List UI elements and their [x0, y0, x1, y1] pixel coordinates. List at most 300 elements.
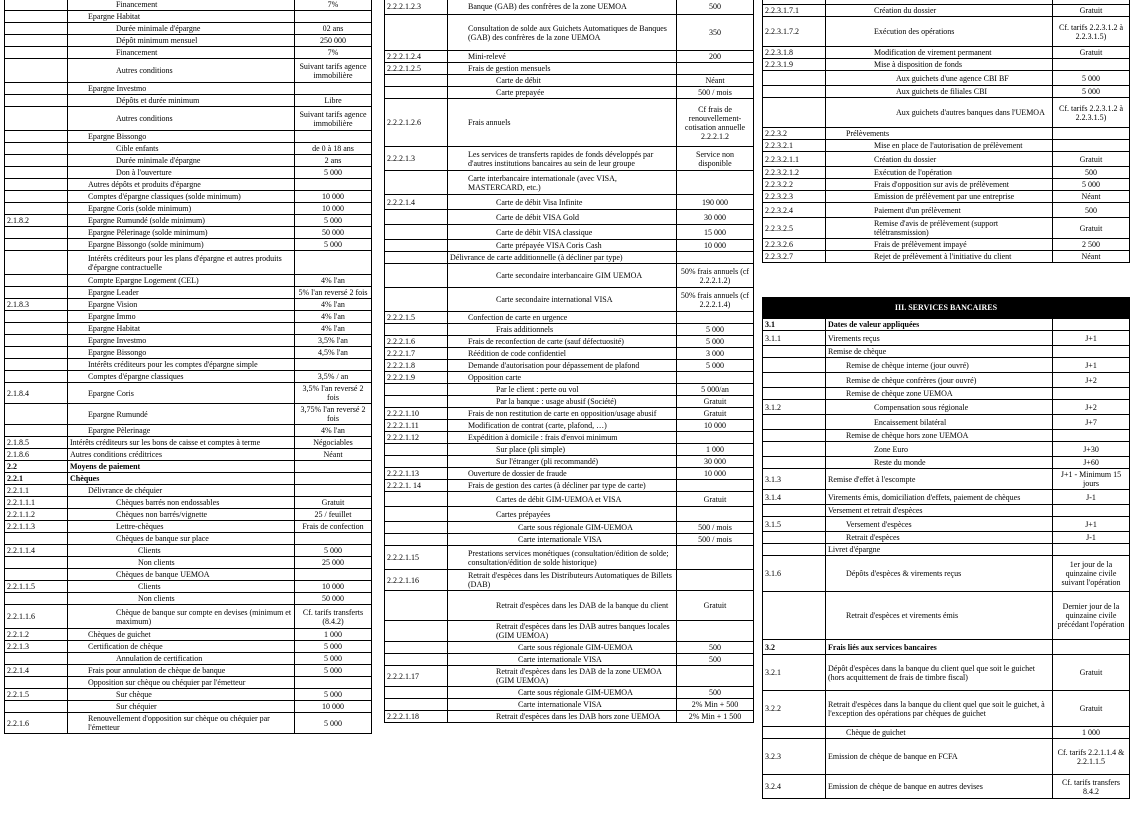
row-code: 2.2.3.2.5 [763, 218, 826, 239]
table-row [763, 505, 1130, 517]
row-code [763, 442, 826, 457]
row-code [5, 167, 68, 179]
row-value: 5 000 [1053, 86, 1130, 98]
table-row [385, 591, 754, 621]
table-row [763, 191, 1130, 203]
row-value: 10 000 [677, 420, 754, 432]
row-code [763, 71, 826, 86]
row-value: J-1 [1053, 532, 1130, 544]
table-row [385, 621, 754, 642]
row-label: Exécution de l'opération [826, 167, 1053, 179]
row-value: Frais de confection [295, 521, 372, 533]
row-label: Livret d'épargne [826, 544, 1053, 556]
row-label: Création du dossier [826, 5, 1053, 17]
table-row [385, 687, 754, 699]
row-code [385, 384, 448, 396]
row-value: 2 ans [295, 155, 372, 167]
row-code [5, 95, 68, 107]
table-row [763, 167, 1130, 179]
row-value: Service non disponible [677, 147, 754, 171]
row-label: Remise d'effet à l'escompte [826, 469, 1053, 490]
row-value [1053, 640, 1130, 655]
row-value: Cf. tarifs 2.2.3.1.2 à 2.2.3.1.5) [1053, 17, 1130, 47]
row-value: J+1 - Minimum 15 jours [1053, 469, 1130, 490]
row-code: 2.2.1.2 [5, 629, 68, 641]
table-row [385, 456, 754, 468]
row-value [1053, 59, 1130, 71]
row-value [1053, 505, 1130, 517]
table-row [763, 739, 1130, 775]
row-label: Retrait d'espèces dans les DAB hors zone UEMOA [448, 711, 677, 723]
table-row [5, 179, 372, 191]
row-value: 4% l'an [295, 323, 372, 335]
row-value [677, 570, 754, 591]
row-value: Néant [1053, 191, 1130, 203]
table-row [5, 95, 372, 107]
table-row [763, 457, 1130, 469]
row-code [763, 430, 826, 442]
row-value: Néant [1053, 251, 1130, 263]
row-code [5, 533, 68, 545]
row-code: 2.2.1.1 [5, 485, 68, 497]
row-value: J+30 [1053, 442, 1130, 457]
table-row [385, 195, 754, 210]
row-code: 2.1.8.4 [5, 383, 68, 404]
table-row [763, 388, 1130, 400]
row-label: Carte internationale VISA [448, 534, 677, 546]
row-code [385, 621, 448, 642]
row-value [677, 171, 754, 195]
row-code [5, 83, 68, 95]
row-code [5, 227, 68, 239]
row-code [5, 59, 68, 83]
row-label: Par la banque : usage abusif (Société) [448, 396, 677, 408]
row-label: Frais de prélèvement impayé [826, 239, 1053, 251]
table-row [5, 275, 372, 287]
row-value: 3,5% l'an [295, 335, 372, 347]
row-code: 2.2.3.2.6 [763, 239, 826, 251]
table-row [763, 218, 1130, 239]
row-code: 2.2.3.2 [763, 128, 826, 140]
row-value: 25 000 [295, 557, 372, 569]
row-value: Gratuit [1053, 218, 1130, 239]
row-code [763, 544, 826, 556]
table-row [385, 570, 754, 591]
row-code [5, 0, 68, 11]
row-label: Mise à disposition de fonds [826, 59, 1053, 71]
table-row [763, 400, 1130, 415]
table-row [763, 775, 1130, 799]
services-bancaires-section [762, 297, 1130, 799]
row-label: Clients [68, 545, 295, 557]
row-value: J+1 [1053, 517, 1130, 532]
row-value: 15 000 [677, 225, 754, 240]
row-value: 5 000 [295, 239, 372, 251]
row-code [5, 275, 68, 287]
row-label: Compte Epargne Logement (CEL) [68, 275, 295, 287]
row-label: Carte sous régionale GIM-UEMOA [448, 642, 677, 654]
table-row [5, 521, 372, 533]
row-value: Gratuit [677, 396, 754, 408]
row-label: Sur chèque [68, 689, 295, 701]
row-label: Frais de non restitution de carte en opposition/usage abusif [448, 408, 677, 420]
table-row [763, 17, 1130, 47]
row-value: 1 000 [677, 444, 754, 456]
row-code: 2.2 [5, 461, 68, 473]
row-label: Autres conditions créditrices [68, 449, 295, 461]
row-code: 3.1.4 [763, 490, 826, 505]
row-label: Intérêts créditeurs pour les comptes d'épargne simple [68, 359, 295, 371]
row-label: Clients [68, 581, 295, 593]
row-value [1053, 346, 1130, 358]
row-label: Remise de chèque zone UEMOA [826, 388, 1053, 400]
row-value: 5 000 [295, 167, 372, 179]
row-value: 5 000 [295, 653, 372, 665]
row-value [1053, 319, 1130, 331]
row-value: 4,5% l'an [295, 347, 372, 359]
row-value [677, 312, 754, 324]
table-row [385, 240, 754, 252]
row-label: Sur l'étranger (pli recommandé) [448, 456, 677, 468]
table-row [763, 442, 1130, 457]
row-label: Retrait d'espèces dans les Distributeurs Automatiques de Billets (DAB) [448, 570, 677, 591]
tariff-table-right [762, 0, 1130, 263]
row-code: 2.2.1.1.3 [5, 521, 68, 533]
table-row [5, 449, 372, 461]
row-label: Annulation de certification [68, 653, 295, 665]
row-code [763, 388, 826, 400]
table-row [5, 347, 372, 359]
row-code: 3.2.1 [763, 655, 826, 691]
row-label: Remise d'avis de prélèvement (support télétransmission) [826, 218, 1053, 239]
table-row [763, 346, 1130, 358]
row-label: Autres conditions [68, 59, 295, 83]
table-row [763, 691, 1130, 727]
row-value: Gratuit [1053, 655, 1130, 691]
row-label: Modification de virement permanent [826, 47, 1053, 59]
table-row [5, 485, 372, 497]
table-row [5, 425, 372, 437]
row-value: J-1 [1053, 490, 1130, 505]
row-code [385, 522, 448, 534]
row-label: Epargne Investmo [68, 335, 295, 347]
row-code: 2.2.2.1.2.3 [385, 0, 448, 15]
row-value: 10 000 [677, 468, 754, 480]
row-code [5, 371, 68, 383]
row-value: 4% l'an [295, 299, 372, 311]
table-row [5, 557, 372, 569]
table-row [5, 701, 372, 713]
row-value: 7% [295, 0, 372, 11]
table-row [763, 5, 1130, 17]
row-code: 2.2.3.1.7.2 [763, 17, 826, 47]
row-code: 3.1.2 [763, 400, 826, 415]
table-row [385, 534, 754, 546]
row-value: J+1 [1053, 331, 1130, 346]
table-row [385, 225, 754, 240]
row-value: Cf. tarifs 2.2.3.1.2 à 2.2.3.1.5) [1053, 98, 1130, 128]
row-label: Intérêts créditeurs sur les bons de caisse et comptes à terme [68, 437, 295, 449]
row-code [5, 179, 68, 191]
row-label: Mini-relevé [448, 51, 677, 63]
row-value: 3 000 [677, 348, 754, 360]
table-row [5, 473, 372, 485]
row-code: 2.2.3.1.9 [763, 59, 826, 71]
row-code: 2.2.1.3 [5, 641, 68, 653]
row-code [763, 532, 826, 544]
row-code: 2.2.3.2.1.1 [763, 152, 826, 167]
row-label: Opposition carte [448, 372, 677, 384]
table-row [763, 517, 1130, 532]
row-code [5, 653, 68, 665]
table-row [385, 546, 754, 570]
row-label: Chèques de guichet [68, 629, 295, 641]
table-row [5, 311, 372, 323]
table-row [5, 461, 372, 473]
row-code: 2.2.2.1.5 [385, 312, 448, 324]
row-value: 5 000 [295, 215, 372, 227]
row-value: Suivant tarifs agence immobilière [295, 107, 372, 131]
row-code [5, 239, 68, 251]
row-label: Carte de débit VISA Gold [448, 210, 677, 225]
row-label: Retrait d'espèces dans les DAB de la zone UEMOA (GIM UEMOA) [448, 666, 677, 687]
row-label: Consultation de solde aux Guichets Automatiques de Banques (GAB) des confrères de la zone UEMOA [448, 15, 677, 51]
row-label: Retrait d'espèces et virements émis [826, 592, 1053, 640]
table-row [385, 432, 754, 444]
row-code: 2.2.1.1.1 [5, 497, 68, 509]
row-label: Carte prépayée VISA Coris Cash [448, 240, 677, 252]
row-label: Renouvellement d'opposition sur chèque ou chéquier par l'émetteur [68, 713, 295, 734]
table-row [5, 203, 372, 215]
row-value: 2% Min + 500 [677, 699, 754, 711]
table-row [5, 653, 372, 665]
row-code [5, 323, 68, 335]
row-code: 2.2.1 [5, 473, 68, 485]
row-code: 3.1 [763, 319, 826, 331]
row-value: 500 / mois [677, 87, 754, 99]
table-row [385, 492, 754, 507]
table-row [5, 629, 372, 641]
table-row [5, 569, 372, 581]
row-value: 500 [677, 642, 754, 654]
row-code: 2.2.2.1.4 [385, 195, 448, 210]
row-code [5, 347, 68, 359]
row-code [385, 240, 448, 252]
row-label: Non clients [68, 557, 295, 569]
row-label: Sur chéquier [68, 701, 295, 713]
row-label: Virements reçus [826, 331, 1053, 346]
table-row [5, 131, 372, 143]
row-code: 2.2.1.5 [5, 689, 68, 701]
table-row [5, 323, 372, 335]
row-label: Exécution des opérations [826, 17, 1053, 47]
table-row [763, 556, 1130, 592]
row-label: Chèque de guichet [826, 727, 1053, 739]
table-row [763, 140, 1130, 152]
row-code [385, 252, 448, 264]
row-code: 2.2.2.1.3 [385, 147, 448, 171]
row-label: Ouverture de dossier de fraude [448, 468, 677, 480]
table-row [385, 99, 754, 147]
row-code: 3.1.1 [763, 331, 826, 346]
row-label: Financement [68, 0, 295, 11]
row-value: 5 000 [677, 336, 754, 348]
row-value: 5 000 [677, 324, 754, 336]
row-code [385, 87, 448, 99]
row-value [677, 432, 754, 444]
row-code: 2.2.2.1.11 [385, 420, 448, 432]
row-label: Virements émis, domiciliation d'effets, paiement de chèques [826, 490, 1053, 505]
row-code: 2.2.2.1. 14 [385, 480, 448, 492]
row-code: 2.1.8.3 [5, 299, 68, 311]
table-row [5, 359, 372, 371]
row-code [385, 288, 448, 312]
row-code [5, 23, 68, 35]
row-value: Cf. tarifs 2.2.1.1.4 & 2.2.1.1.5 [1053, 739, 1130, 775]
row-code: 2.2.2.1.2.4 [385, 51, 448, 63]
table-row [5, 59, 372, 83]
row-value: J+7 [1053, 415, 1130, 430]
row-code [385, 699, 448, 711]
table-row [385, 507, 754, 522]
row-value: 5 000 [295, 641, 372, 653]
row-label: Dates de valeur appliquées [826, 319, 1053, 331]
row-code: 2.2.2.1.10 [385, 408, 448, 420]
table-row [763, 179, 1130, 191]
tariff-table-left [4, 0, 372, 734]
row-value: 5 000 [677, 360, 754, 372]
row-label: Remise de chèque [826, 346, 1053, 358]
row-label: Don à l'ouverture [68, 167, 295, 179]
table-row [5, 143, 372, 155]
table-row [385, 348, 754, 360]
row-label: Emission de prélèvement par une entreprise [826, 191, 1053, 203]
table-row [5, 239, 372, 251]
row-code [763, 505, 826, 517]
row-code: 2.2.1.1.6 [5, 605, 68, 629]
table-row [5, 0, 372, 11]
table-row [385, 87, 754, 99]
table-row [763, 430, 1130, 442]
row-label: Retrait d'espèces dans les DAB autres banques locales (GIM UEMOA) [448, 621, 677, 642]
row-label: Epargne Habitat [68, 11, 295, 23]
row-value [677, 621, 754, 642]
row-value [677, 372, 754, 384]
row-label: Reste du monde [826, 457, 1053, 469]
row-label: Chèques [68, 473, 295, 485]
row-label: Carte de débit Visa Infinite [448, 195, 677, 210]
row-label: Dépôts et durée minimum [68, 95, 295, 107]
row-value: 25 / feuillet [295, 509, 372, 521]
table-row [385, 711, 754, 723]
row-label: Création du dossier [826, 152, 1053, 167]
row-value: 4% l'an [295, 425, 372, 437]
row-label: Epargne Coris [68, 383, 295, 404]
row-label: Carte de débit [448, 75, 677, 87]
row-label: Emission de chèque de banque en FCFA [826, 739, 1053, 775]
row-value: Négociables [295, 437, 372, 449]
row-code: 3.2.2 [763, 691, 826, 727]
table-row [763, 640, 1130, 655]
row-code [385, 324, 448, 336]
row-label: Epargne Investmo [68, 83, 295, 95]
table-row [763, 469, 1130, 490]
row-value [677, 507, 754, 522]
row-value [295, 131, 372, 143]
row-label: Emission de chèque de banque en autres devises [826, 775, 1053, 799]
table-row [763, 152, 1130, 167]
row-label: Cartes prépayées [448, 507, 677, 522]
table-row [763, 331, 1130, 346]
row-code: 3.2.3 [763, 739, 826, 775]
row-code: 2.2.2.1.16 [385, 570, 448, 591]
row-value: 10 000 [295, 203, 372, 215]
row-label: Carte secondaire interbancaire GIM UEMOA [448, 264, 677, 288]
table-row [5, 155, 372, 167]
row-value: Néant [295, 449, 372, 461]
row-code: 2.1.8.5 [5, 437, 68, 449]
row-label: Epargne Coris (solde minimum) [68, 203, 295, 215]
row-label: Carte sous régionale GIM-UEMOA [448, 687, 677, 699]
row-value: J+2 [1053, 400, 1130, 415]
row-code [385, 456, 448, 468]
row-label: Epargne Bissongo [68, 131, 295, 143]
row-label: Comptes d'épargne classiques [68, 371, 295, 383]
row-value: 500 [1053, 203, 1130, 218]
row-label: Paiement d'un prélèvement [826, 203, 1053, 218]
row-label: Versement d'espèces [826, 517, 1053, 532]
row-code: 2.2.3.2.7 [763, 251, 826, 263]
table-row [5, 509, 372, 521]
row-code: 2.2.3.2.3 [763, 191, 826, 203]
row-value: 500 / mois [677, 522, 754, 534]
row-code [5, 593, 68, 605]
table-row [5, 371, 372, 383]
tariff-column-right [762, 0, 1130, 263]
row-value [1053, 544, 1130, 556]
row-code: 2.2.3.1.8 [763, 47, 826, 59]
row-code [385, 534, 448, 546]
row-code: 2.2.2.1.7 [385, 348, 448, 360]
row-value: 2 500 [1053, 239, 1130, 251]
row-code [385, 654, 448, 666]
row-label: Certification de chèque [68, 641, 295, 653]
row-code [763, 98, 826, 128]
row-label: Banque (GAB) des confrères de la zone UEMOA [448, 0, 677, 15]
row-code: 2.1.8.6 [5, 449, 68, 461]
table-row [763, 203, 1130, 218]
row-label: Réédition de code confidentiel [448, 348, 677, 360]
row-value: 4% l'an [295, 275, 372, 287]
row-code: 2.2.1.1.2 [5, 509, 68, 521]
row-value: 5 000 [1053, 179, 1130, 191]
row-label: Prélèvements [826, 128, 1053, 140]
row-code [763, 415, 826, 430]
row-value [295, 677, 372, 689]
row-code [385, 591, 448, 621]
row-value [295, 179, 372, 191]
row-code [5, 425, 68, 437]
row-value: 190 000 [677, 195, 754, 210]
row-label: Epargne Pèlerinage [68, 425, 295, 437]
table-row [5, 437, 372, 449]
row-label: Comptes d'épargne classiques (solde minimum) [68, 191, 295, 203]
table-row [763, 532, 1130, 544]
row-value: 4% l'an [295, 311, 372, 323]
row-value: 10 000 [295, 191, 372, 203]
row-code [385, 264, 448, 288]
row-code: 2.2.1.1.4 [5, 545, 68, 557]
